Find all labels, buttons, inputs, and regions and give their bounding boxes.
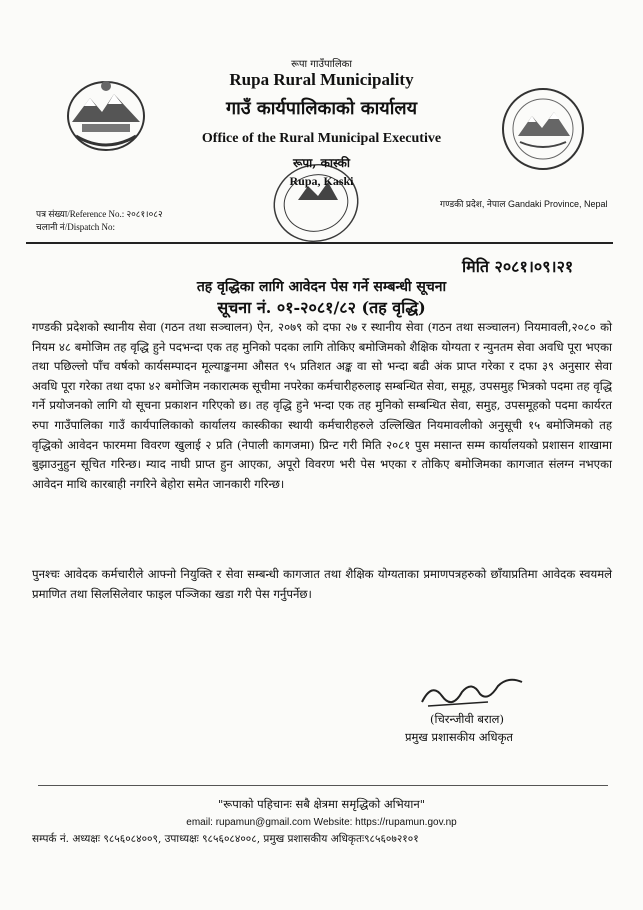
office-stamp-icon xyxy=(268,160,364,246)
notice-postscript: पुनश्चः आवेदक कर्मचारीले आफ्नो नियुक्ति र सेवा सम्बन्धी कागजात तथा शैक्षिक योग्यताका प्रमाणपत्रहरुको छाँयाप्रतिमा आवेदक स्वयमले प्रमाणित तथा सिलसिलेवार फाइल पञ्जिका खडा गरी पेस गर्नुपर्नेछ। xyxy=(32,567,612,601)
signature-icon xyxy=(418,672,528,712)
footer-divider xyxy=(38,785,608,786)
header-name-en: Rupa Rural Municipality xyxy=(229,70,414,89)
header-location-en: Rupa, Kaski xyxy=(289,174,354,188)
header-office-en: Office of the Rural Municipal Executive xyxy=(201,131,442,146)
signatory-name: (चिरन्जीवी बराल) xyxy=(430,712,504,726)
header-location-np: रूपा, कास्की xyxy=(293,156,350,170)
notice-subject: तह वृद्धिका लागि आवेदन पेस गर्ने सम्बन्धी सूचना xyxy=(196,279,447,295)
footer-email-website: email: rupamun@gmail.com Website: https://rupamun.gov.np xyxy=(186,817,457,828)
header-name-np: गाउँ कार्यपालिकाको कार्यालय xyxy=(225,98,418,119)
reference-number: पत्र संख्या/Reference No.: २०८१।०८२ xyxy=(36,209,163,219)
province-label: गण्डकी प्रदेश, नेपाल Gandaki Province, Nepal xyxy=(440,199,608,209)
notice-number: सूचना नं. ०१-२०८१/८२ (तह वृद्धि) xyxy=(217,298,426,317)
footer-contact: सम्पर्क नं. अध्यक्षः ९८५६०८४००९, उपाध्यक्षः ९८५६०८४००८, प्रमुख प्रशासकीय अधिकृतः९८५६०७२१०१ xyxy=(32,833,419,845)
dispatch-number: चलानी नं/Dispatch No: xyxy=(36,222,115,232)
footer-slogan: "रूपाको पहिचानः सबै क्षेत्रमा समृद्धिको अभियान" xyxy=(217,797,425,811)
notice-date: मिति २०८१।०९।२१ xyxy=(462,257,574,276)
header-divider xyxy=(26,242,613,244)
signatory-title: प्रमुख प्रशासकीय अधिकृत xyxy=(405,730,513,744)
header-small-name: रूपा गाउँपालिका xyxy=(291,59,352,70)
notice-body: गण्डकी प्रदेशको स्थानीय सेवा (गठन तथा सञ्चालन) ऐन, २०७९ को दफा २७ र स्थानीय सेवा (गठन तथा सञ्चालन) नियमावली,२०८० को नियम ४८ बमोजिम तह वृद्धि हुने पदभन्दा एक तह मुनिको पदका लागि तोकिए बमोजिमको शैक्षिक योग्यता र न्युनतम सेवा अवधि पूरा भएका तथा पछिल्लो पाँच वर्षको कार्यसम्पादन मूल्याङ्कनमा औसत ९५ प्रतिशत अङ्क वा सो भन्दा बढी अंक प्राप्त गरेका र दफा ३९ अनुसार सेवा अवधि पूरा गरेका तथा दफा ४२ बमोजिम नकारात्मक सूचीमा नपरेका कर्मचारीहरुलाइ सम्बन्धित सेवा, समूह, उपसमुह भित्रको पदमा तह वृद्धि गर्ने प्रयोजनको लागि यो सूचना प्रकाशन गरिएको छ। तह वृद्धि हुने भन्दा एक तह मुनिको सम्बन्धित सेवा, समुह, उपसमूहको पदमा कार्यरत रुपा गाउँपालिका गाउँ कार्यपालिकाको कार्यालय कास्कीका स्थायी कर्मचारीहरुले उल्लिखित नियमावलीको अनुसूची १५ बमोजिमको तह वृद्धिको आवेदन फारममा विवरण खुलाई २ प्रति (नेपाली कागजमा) प्रिन्ट गरी मिति २०८१ पुस मसान्त सम्म कार्यालयको प्रशासन शाखामा बुझाउनुहुन सूचित गरिन्छ। म्याद नाघी प्राप्त हुन आएका, अपूरो विवरण भरी पेस भएका र तोकिए बमोजिमका कागजात संलग्न नभएका आवेदन माथि कारबाही नगरिने बेहोरा समेत जानकारी गरिन्छ। xyxy=(32,320,612,491)
